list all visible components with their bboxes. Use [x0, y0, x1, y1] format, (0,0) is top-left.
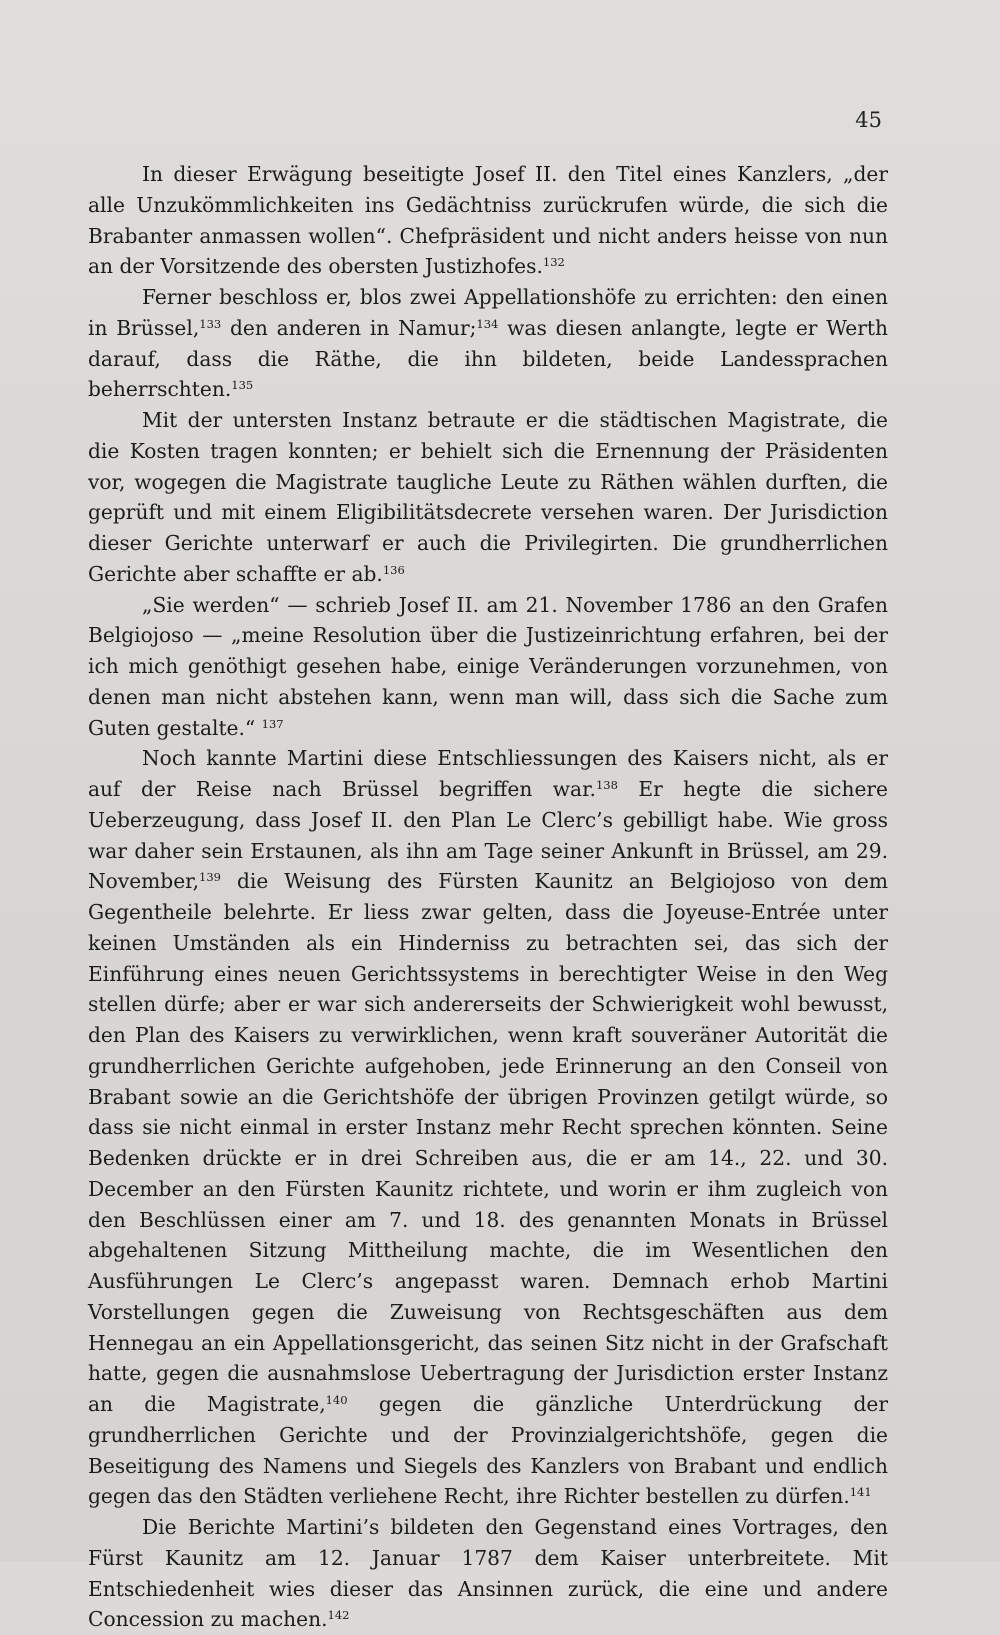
- paragraph-text: was diesen anlangte, legte er Werth darauf, dass die Räthe, die ihn bildeten, beide Landessprachen beherrschten.: [88, 315, 889, 402]
- paragraph-text: gegen die gänzliche Unterdrückung der grundherrlichen Gerichte und der Provinzialgerichtshöfe, gegen die Beseitigung des Namens und Siegels des Kanzlers von Brabant und endlich gegen das den Städten verliehene Recht, ihre Richter bestellen zu dürfen.: [88, 1392, 888, 1509]
- paragraph-text: Die Berichte Martini’s bildeten den Gegenstand eines Vortrages, den Fürst Kaunitz am 12. Januar 1787 dem Kaiser unterbreitete. Mit Entschiedenheit wies dieser das Ansinnen zurück, die eine und andere Concession zu machen.: [88, 1515, 888, 1632]
- paragraph-text: Noch kannte Martini diese Entschliessungen des Kaisers nicht, als er auf der Reise nach Brüssel begriffen war.: [88, 746, 888, 801]
- paragraph: [88, 159, 888, 282]
- footnote-reference: 138: [595, 778, 618, 792]
- footnote-reference: 141: [849, 1485, 872, 1500]
- paragraph: [88, 743, 888, 1512]
- paragraph-text: Er hegte die sichere Ueberzeugung, dass Josef II. den Plan Le Clerc’s gebilligt habe. Wie gross war daher sein Erstaunen, als ihn am Tage seiner Ankunft in Brüssel, am 29. November,: [88, 777, 888, 894]
- footnote-reference: 133: [199, 316, 222, 331]
- footnote-reference: 139: [199, 870, 221, 885]
- page-number: 45: [855, 108, 882, 132]
- paragraph-text: Ferner beschloss er, blos zwei Appellationshöfe zu errichten: den einen in Brüssel,: [88, 285, 888, 340]
- paragraph-text: den anderen in Namur;: [221, 315, 477, 340]
- paragraph: [88, 282, 888, 405]
- paragraph-text: In dieser Erwägung beseitigte Josef II. den Titel eines Kanzlers, „der alle Unzukömmlichkeiten ins Gedächtniss zurückrufen würde, die sich die Brabanter anmassen wollen“. Chefpräsident und nicht anders heisse von nun an der Vorsitzende des obersten Justizhofes.: [88, 162, 888, 279]
- paragraph: [88, 590, 888, 744]
- paragraph-text: „Sie werden“ — schrieb Josef II. am 21. November 1786 an den Grafen Belgiojoso — „meine Resolution über die Justizeinrichtung erfahren, bei der ich mich genöthigt gesehen habe, einige Veränderungen vorzunehmen, von denen man nicht abstehen kann, wenn man will, dass sich die Sache zum Guten gestalte.“: [88, 592, 888, 740]
- paragraph-text: die Weisung des Fürsten Kaunitz an Belgiojoso von dem Gegentheile belehrte. Er liess zwar gelten, dass die Joyeuse-Entrée unter keinen Umständen als ein Hinderniss zu betrachten sei, das sich der Einführung eines neuen Gerichtssystems in berechtigter Weise in den Weg stellen dürfe; aber er war sich andererseits der Schwierigkeit wohl bewusst, den Plan des Kaisers zu verwirklichen, wenn kraft souveräner Autorität die grundherrlichen Gerichte aufgehoben, jede Erinnerung an den Conseil von Brabant sowie an die Gerichtshöfe der übrigen Provinzen getilgt würde, so dass sie nicht einmal in erster Instanz mehr Recht sprechen könnten. Seine Bedenken drückte er in drei Schreiben aus, die er am 14., 22. und 30. December an den Fürsten Kaunitz richtete, und worin er ihm zugleich von den Beschlüssen einer am 7. und 18. des genannten Monats in Brüssel abgehaltenen Sitzung Mittheilung machte, die im Wesentlichen den Ausführungen Le Clerc’s angepasst waren. Demnach erhob Martini Vorstellungen gegen die Zuweisung von Rechtsgeschäften aus dem Hennegau an ein Appellationsgericht, das seinen Sitz nicht in der Grafschaft hatte, gegen die ausnahmslose Uebertragung der Jurisdiction erster Instanz an die Magistrate,: [88, 869, 888, 1416]
- paragraph: [88, 1512, 888, 1635]
- paragraph-text: Mit der untersten Instanz betraute er die städtischen Magistrate, die die Kosten tragen konnten; er behielt sich die Ernennung der Präsidenten vor, wogegen die Magistrate taugliche Leute zu Räthen wählen durften, die geprüft und mit einem Eligibilitätsdecrete versehen waren. Der Jurisdiction dieser Gerichte unterwarf er auch die Privilegirten. Die grundherrlichen Gerichte aber schaffte er ab.: [88, 408, 888, 586]
- footnote-reference: 142: [327, 1608, 350, 1623]
- footnote-reference: 140: [325, 1393, 348, 1407]
- footnote-reference: 134: [476, 316, 499, 331]
- paragraph: [88, 405, 888, 590]
- body-text: [88, 159, 888, 1635]
- footnote-reference: 132: [542, 255, 565, 270]
- footnote-reference: 137: [261, 716, 284, 731]
- footnote-reference: 136: [382, 562, 405, 577]
- footnote-reference: 135: [231, 378, 254, 393]
